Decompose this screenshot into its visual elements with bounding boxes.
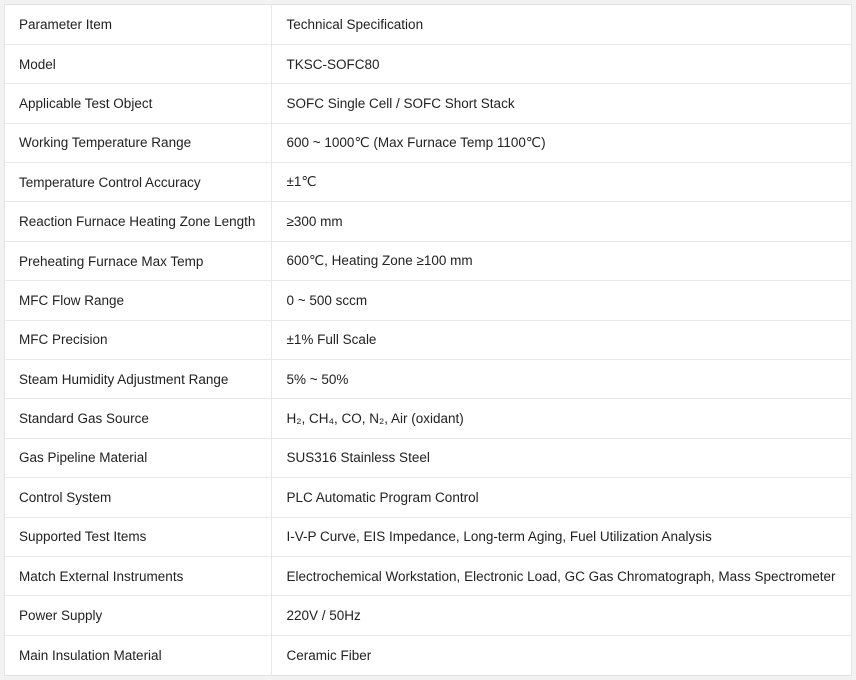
row-param: Gas Pipeline Material (5, 438, 271, 477)
row-spec: H₂, CH₄, CO, N₂, Air (oxidant) (271, 399, 851, 438)
row-spec: Ceramic Fiber (286, 647, 372, 663)
row-param: Model (5, 44, 271, 83)
row-spec: SUS316 Stainless Steel (271, 438, 851, 477)
row-spec: 220V / 50Hz (271, 596, 851, 635)
row-spec: TKSC-SOFC80 (271, 44, 851, 83)
table-row (5, 163, 851, 202)
table-row (5, 320, 851, 359)
row-param: Preheating Furnace Max Temp (5, 241, 271, 280)
row-param: Reaction Furnace Heating Zone Length (5, 202, 271, 241)
row-spec: 5% ~ 50% (271, 360, 851, 399)
row-spec: ±1℃ (271, 163, 851, 202)
row-spec: 600℃, Heating Zone ≥100 mm (271, 241, 851, 280)
row-spec: I-V-P Curve, EIS Impedance, Long-term Aging, Fuel Utilization Analysis (271, 517, 851, 556)
row-spec: Electrochemical Workstation, Electronic Load, GC Gas Chromatograph, Mass Spectrometer (271, 556, 851, 595)
row-spec: SOFC Single Cell / SOFC Short Stack (271, 84, 851, 123)
table-header-row (5, 5, 851, 44)
table-row (5, 44, 851, 83)
row-param: Match External Instruments (5, 556, 271, 595)
row-param: MFC Flow Range (5, 281, 271, 320)
table-row (5, 84, 851, 123)
table-row (5, 635, 851, 674)
row-spec: ≥300 mm (271, 202, 851, 241)
header-technical-specification: Technical Specification (271, 5, 851, 44)
row-param: Power Supply (5, 596, 271, 635)
table-row (5, 202, 851, 241)
row-spec: 0 ~ 500 sccm (271, 281, 851, 320)
row-param: Steam Humidity Adjustment Range (5, 360, 271, 399)
table-row (5, 517, 851, 556)
row-spec: PLC Automatic Program Control (271, 478, 851, 517)
row-spec: 600 ~ 1000℃ (Max Furnace Temp 1100℃) (271, 123, 851, 162)
table-row (5, 360, 851, 399)
table-row (5, 281, 851, 320)
header-parameter-item: Parameter Item (5, 5, 271, 44)
table-row (5, 123, 851, 162)
row-param: Working Temperature Range (5, 123, 271, 162)
table-row (5, 478, 851, 517)
table-row (5, 438, 851, 477)
row-param: Temperature Control Accuracy (5, 163, 271, 202)
row-param: Main Insulation Material (5, 635, 271, 674)
row-param: Supported Test Items (5, 517, 271, 556)
row-param: Standard Gas Source (5, 399, 271, 438)
table-row (5, 596, 851, 635)
row-param: Applicable Test Object (5, 84, 271, 123)
spec-table (5, 5, 851, 675)
row-param: MFC Precision (5, 320, 271, 359)
row-spec: ±1% Full Scale (271, 320, 851, 359)
table-row (5, 399, 851, 438)
table-row (5, 241, 851, 280)
row-param: Control System (5, 478, 271, 517)
table-row (5, 556, 851, 595)
spec-table-container (4, 4, 852, 676)
